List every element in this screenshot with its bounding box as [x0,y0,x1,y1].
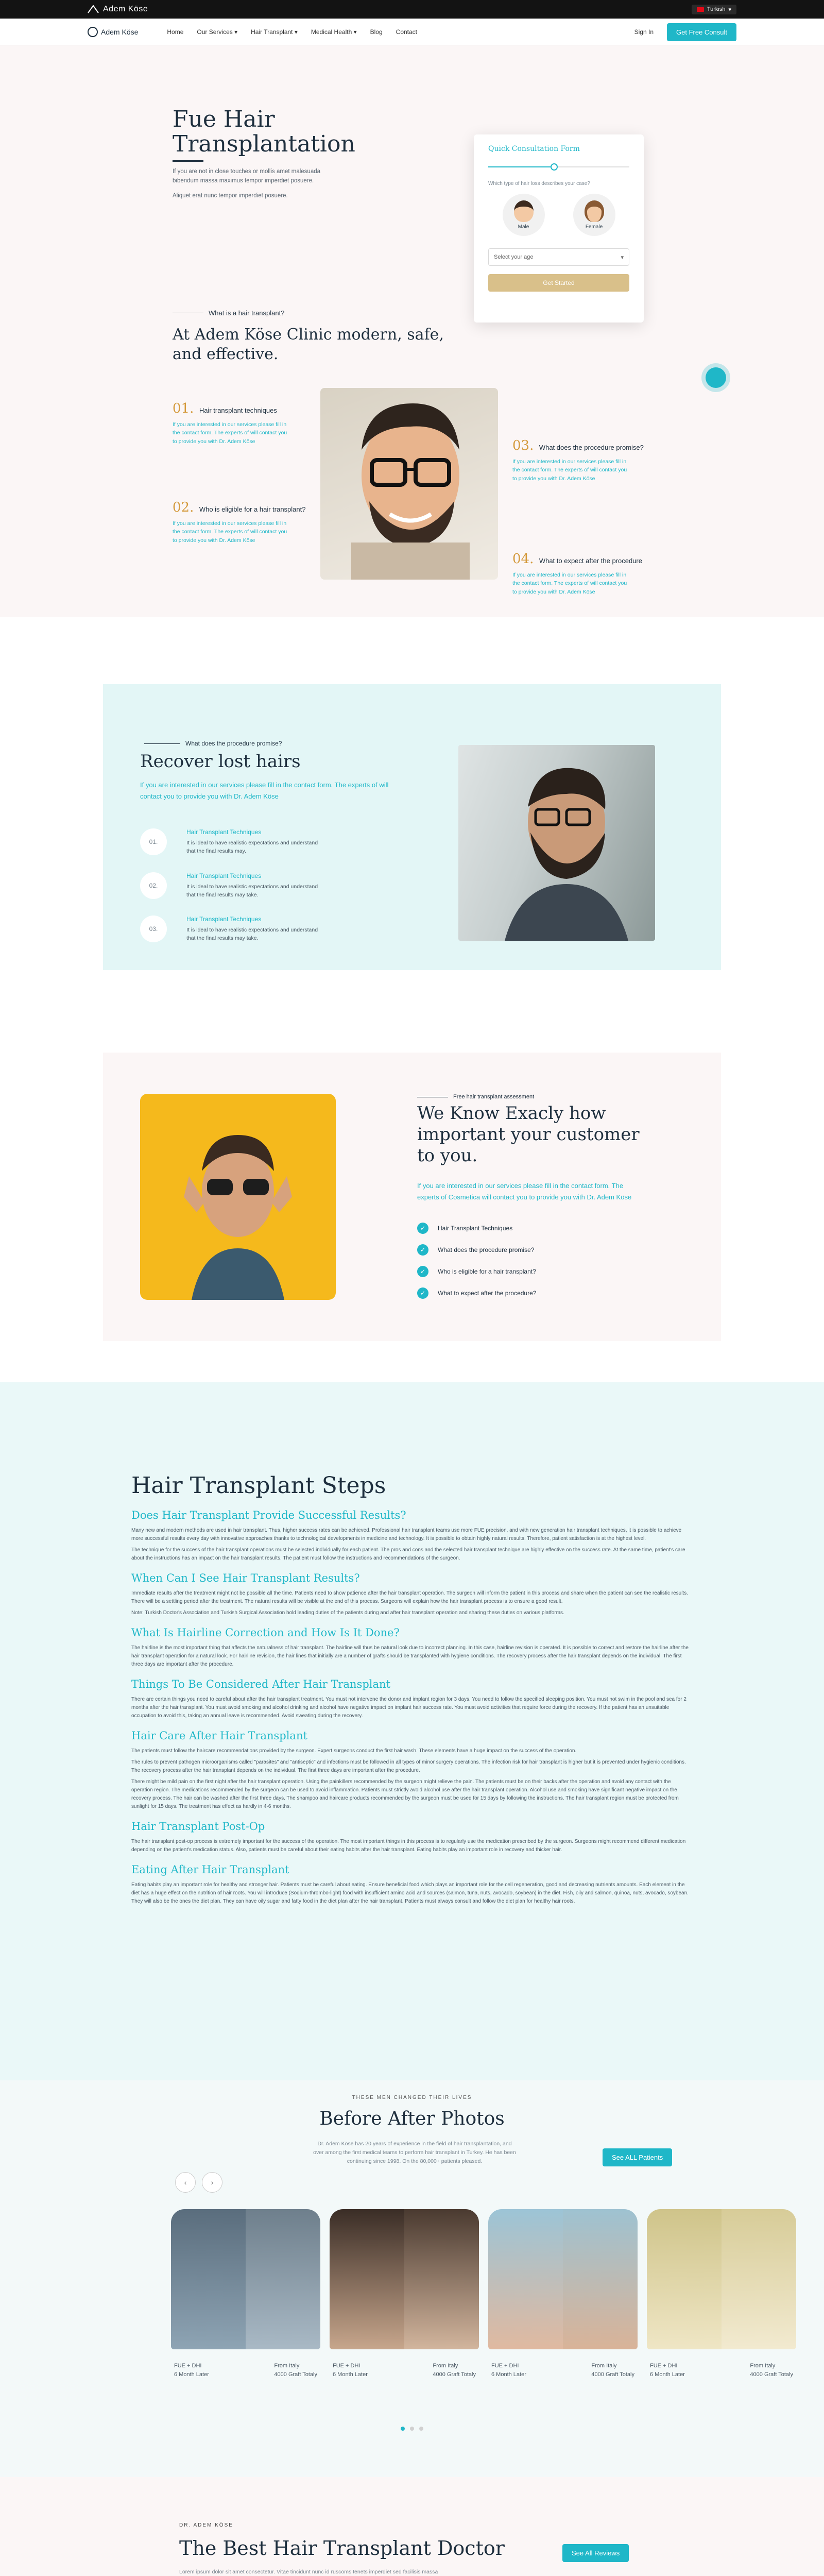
hero-intro-text: If you are not in close touches or mollis amet malesuada bibendum massa maximus tempor imperdiet posuere. [173,168,321,184]
topbar-brand-text: Adem Köse [103,5,148,13]
section-eyebrow: What does the procedure promise? [144,740,282,747]
article-heading: Eating After Hair Transplant [131,1863,289,1876]
gender-label: Male [518,224,529,230]
hero-intro [173,167,327,200]
chat-bubble-icon[interactable] [706,367,726,388]
nav-item-label: Our Services [197,28,233,36]
section-lead: Lorem ipsum dolor sit amet consectetur. Vitae tincidunt nunc id ruscoms tenets imperdiet sed facilisis massa [179,2569,438,2575]
article-block [131,1678,690,1720]
list-item-label: Hair Transplant Techniques [438,1225,513,1232]
list-item [417,1266,536,1277]
chevron-down-icon: ▾ [353,28,357,36]
section-eyebrow: DR. ADEM KÖSE [179,2522,233,2528]
nav-item-label: Hair Transplant [251,28,293,36]
feature-number: 02. [173,500,194,515]
bearded-man-image [458,745,655,941]
next-arrow-icon[interactable]: › [202,2172,222,2193]
article-paragraph: Immediate results after the treatment might not be possible all the time. Patients need to show patience after the hair transplant operation. The surgeon will inform the patient in this process and share when the patient can see the realistic results. There will be a settling period after the treatment. The natural results will be visible at the end of this process. Surgeons will explain how the hair transplant process is to ensure a good result. [131,1590,688,1604]
card-months: 6 Month Later [491,2371,526,2378]
article-heading: Does Hair Transplant Provide Successful Results? [131,1509,406,1521]
list-item-label: What does the procedure promise? [438,1246,535,1253]
language-label: Turkish [707,6,726,12]
step-number: 01. [140,828,167,855]
feature-number: 03. [512,438,534,453]
feature-item [173,401,312,446]
feature-text: If you are interested in our services please fill in the contact form. The experts of will contact you to provide you with Dr. Adem Köse [173,520,287,544]
article-heading: When Can I See Hair Transplant Results? [131,1572,360,1584]
feature-text: If you are interested in our services please fill in the contact form. The experts of will contact you to provide you with Dr. Adem Köse [512,459,627,482]
topbar [0,0,824,19]
check-icon: ✓ [417,1223,428,1234]
recover-section [103,684,721,970]
article-block [131,1572,690,1617]
card-origin: From Italy [750,2363,776,2369]
nav-item-home[interactable]: Home [167,28,184,36]
check-icon: ✓ [417,1266,428,1277]
card-origin: From Italy [591,2363,617,2369]
before-after-card[interactable] [171,2209,320,2379]
section-title: We Know Exacly how important your customer to you. [417,1103,640,1166]
list-item [417,1244,536,1256]
article-paragraph: The patients must follow the haircare recommendations provided by the surgeon. Expert surgeons conduct the first hair wash. These elements have a huge impact on the success of the operation. [131,1748,577,1754]
assessment-section [103,1053,721,1341]
list-item [140,916,428,943]
feature-item [173,500,312,545]
article-paragraph: Many new and modern methods are used in hair transplant. Thus, higher success rates can be achieved. Professional hair transplant teams use more FUE precision, and with new generation hair transplant techniques, it is possible to achieve more successful results every day with innovative approaches thanks to technological developments in medicine and technology. It is possible to obtain highly natural results. Therefore, patient satisfaction is at the highest level. [131,1528,682,1541]
before-after-image [647,2209,796,2349]
hero-subtitle: At Adem Köse Clinic modern, safe, and effective. [173,326,444,363]
before-after-section [0,2080,824,2477]
hero-portrait-image [320,388,498,580]
article-block [131,1626,690,1669]
step-number: 02. [140,872,167,899]
nav-item-blog[interactable]: Blog [370,28,383,36]
feature-number: 01. [173,401,194,416]
before-after-image [171,2209,320,2349]
card-grafts: 4000 Graft Totaly [591,2371,634,2378]
nav-logo[interactable] [88,27,138,37]
carousel-dot[interactable] [419,2427,423,2431]
age-select[interactable] [488,248,629,266]
hero-section [0,45,824,617]
step-title: Hair Transplant Techniques [186,872,262,879]
nav-item-medical-health[interactable] [311,28,357,36]
before-after-image [488,2209,638,2349]
step-text: It is ideal to have realistic expectations and understand that the final results may take. [186,883,318,898]
carousel-dot[interactable] [410,2427,414,2431]
feature-item [512,438,651,483]
article-paragraph: Note: Turkish Doctor's Association and Turkish Surgical Association hold leading duties of the patients during and after hair transplant operation and sharing these duties on various platforms. [131,1610,564,1616]
article-heading: What Is Hairline Correction and How Is It Done? [131,1626,400,1639]
form-title: Quick Consultation Form [488,145,580,153]
carousel-dots [0,2427,824,2431]
nav-item-our-services[interactable] [197,28,237,36]
feature-item [512,551,651,596]
chevron-down-icon: ▾ [234,28,238,36]
check-icon: ✓ [417,1244,428,1256]
article-block [131,1863,690,1906]
feature-text: If you are interested in our services please fill in the contact form. The experts of will contact you to provide you with Dr. Adem Köse [512,572,627,595]
list-item-label: What to expect after the procedure? [438,1290,537,1297]
article-paragraph: The hair transplant post-op process is extremely important for the success of the operation. The most important things in this process is to regularly use the medication prescribed by the surgeon. Surgeons might recommend different medication depending on the patient's medication status. Also, patients must be careful about their eating habits after the hair transplant. Eating habits play an important role in recovery and thicker hair. [131,1839,686,1853]
feature-label: What to expect after the procedure [539,557,642,565]
nav-right [634,23,736,41]
step-number: 03. [140,916,167,942]
card-technique: FUE + DHI [491,2363,519,2369]
article-paragraph: There are certain things you need to careful about after the hair transplant treatment. You must not intervene the donor and implant region for 3 days. You need to follow the specified sleeping position. You must not swim in the pool and sea for 2 months after the hair transplant. You must avoid smoking and alcohol drinking and alcohol have negative impact on implant hair success rate. You must avoid activities that require force during the recovery. If the patient has an unsuitable occupation to avoid this, taking an annual leave is recommended. Avoid sweating during the recovery. [131,1697,686,1719]
list-item-label: Who is eligible for a hair transplant? [438,1268,536,1275]
article-paragraph: Eating habits play an important role for healthy and stronger hair. Patients must be careful about eating. Ensure beneficial food which plays an important role for the cell regeneration, good and decreasing nutrients amounts. Each element in the diet has a huge effect on the nutrition of hair roots. You will introduce (Sodium-thrombo-light) food with insufficient amino acid and sources (salmon, tuna, nuts, avocado, soybean) in the diet. Fish, oily and salmon, quinoa, nuts, avocado, soybean. They will also be the ones the diet plan. They can have oily sugar and fatty food in the diet plan after the hair transplant. Patients must always consult and follow the diet plan for healthy hair roots. [131,1882,689,1904]
gender-options [488,194,629,236]
article-body [131,1472,690,1909]
get-started-button[interactable]: Get Started [488,274,629,292]
article-block [131,1730,690,1811]
article-paragraph: The rules to prevent pathogen microorganisms called "parasites" and "antiseptic" and infections must be followed in all types of minor surgery operations. The infection risk for hair transplant is higher but it is prevented under hygienic conditions. The recovery process after the hair transplant depends on the individual. The first three days are important after the procedure. [131,1759,686,1773]
hero-intro-text-2: Aliquet erat nunc tempor imperdiet posuere. [173,192,288,199]
step-text: It is ideal to have realistic expectations and understand that the final results may. [186,840,318,855]
article-block [131,1509,690,1563]
list-item [417,1287,536,1299]
spacer [0,970,824,1053]
female-avatar-icon [585,200,604,222]
page-title: Fue Hair Transplantation [173,106,355,158]
list-item [140,872,428,900]
card-origin: From Italy [274,2363,300,2369]
doctor-section [0,2477,824,2576]
topbar-brand[interactable] [88,5,148,14]
slider-handle[interactable] [551,163,558,171]
article-paragraph: The technique for the success of the hair transplant operations must be selected individually for each patient. The pros and cons and the selected hair transplant technique are highly effective on the success rate. At the same time, patient's care about the instructions has an impact on the hair transplant results. The patient must follow the instructions and recommendations of the surgeon. [131,1547,685,1561]
chevron-down-icon: ▾ [728,6,731,13]
nav-item-label: Medical Health [311,28,352,36]
feature-label: What does the procedure promise? [539,444,644,451]
turkey-flag-icon [697,7,704,12]
logo-icon [88,5,99,13]
progress-slider[interactable] [488,166,629,167]
article-section [0,1382,824,2080]
before-after-card[interactable] [647,2209,796,2379]
article-paragraph: The hairline is the most important thing that affects the naturalness of hair transplant. The hairline will thus be natural look due to incorrect planning. In this case, hairline revision is operated. It is possible to correct and restore the hairline after the hair transplant operation for a natural look. For hairline revision, the hair lines that initially are a number of grafts should be transplanted with hygiene conditions. The recovery process after the hair transplant depends on the individual. The first three days are important after the procedure. [131,1645,689,1667]
feature-text: If you are interested in our services please fill in the contact form. The experts of will contact you to provide you with Dr. Adem Köse [173,421,287,445]
article-heading: Things To Be Considered After Hair Transplant [131,1678,391,1690]
age-select-value: Select your age [494,254,534,260]
section-eyebrow: Free hair transplant assessment [417,1094,534,1100]
main-nav [0,19,824,45]
article-heading: Hair Care After Hair Transplant [131,1730,307,1742]
slider-fill [488,166,551,167]
checklist [417,1223,536,1309]
chevron-down-icon: ▾ [294,28,298,36]
article-title: Hair Transplant Steps [131,1472,386,1499]
before-after-card[interactable] [488,2209,638,2379]
feature-number: 04. [512,551,534,567]
list-item [417,1223,536,1234]
section-lead: If you are interested in our services please fill in the contact form. The experts of Cosmetica will contact you to provide you with Dr. Adem Köse [417,1182,632,1201]
gender-female-option[interactable] [573,194,615,236]
card-months: 6 Month Later [650,2371,685,2378]
article-heading: Hair Transplant Post-Op [131,1820,265,1833]
male-avatar-icon [514,200,534,222]
card-months: 6 Month Later [174,2371,209,2378]
sign-in-link[interactable]: Sign In [634,28,654,36]
quick-consultation-form [474,134,644,323]
article-paragraph: There might be mild pain on the first night after the hair transplant operation. Using the painkillers recommended by the surgeon might relieve the pain. The patients must be on their backs after the operation and avoid any contact with the operation region. The medications recommended by the surgeon can be used to avoid inflammation. Patients must strictly avoid alcohol use after the hair transplant operation. Alcohol use and smoking have significant negative impact on the recovery process. The hair can be washed after the first three days. The shampoo and haircare products recommended by the surgeon must be used for 15 days by following the instructions. The hair transplant region must be protected from sunlight for 15 days. The treatment has effect as hardly in 4-6 months. [131,1779,679,1809]
feature-label: Hair transplant techniques [199,406,277,414]
check-icon: ✓ [417,1287,428,1299]
spacer [0,1341,824,1382]
nav-item-contact[interactable]: Contact [396,28,418,36]
free-consult-button[interactable]: Get Free Consult [667,23,736,41]
step-text: It is ideal to have realistic expectations and understand that the final results may take. [186,927,318,942]
section-lead: If you are interested in our services please fill in the contact form. The experts of will contact you to provide you with Dr. Adem Köse [140,781,389,801]
card-grafts: 4000 Graft Totaly [433,2371,476,2378]
card-technique: FUE + DHI [174,2363,202,2369]
article-block [131,1820,690,1854]
form-question: Which type of hair loss describes your case? [488,181,590,187]
card-origin: From Italy [433,2363,458,2369]
chevron-down-icon: ▾ [621,254,624,261]
before-after-carousel [171,2209,796,2379]
step-title: Hair Transplant Techniques [186,916,262,923]
card-technique: FUE + DHI [333,2363,360,2369]
card-grafts: 4000 Graft Totaly [750,2371,793,2378]
section-lead: Dr. Adem Köse has 20 years of experience in the field of hair transplantation, and over among the first medical teams to perform hair transplant in Turkey. He has been continuing since 1998. On the 80,000+ patients pleased. [313,2141,516,2164]
title-underline [173,160,203,162]
carousel-dot[interactable] [401,2427,405,2431]
before-after-image [330,2209,479,2349]
see-all-patients-button[interactable]: See ALL Patients [603,2148,672,2166]
language-selector[interactable] [692,5,736,14]
gender-label: Female [585,224,603,230]
nav-item-hair-transplant[interactable] [251,28,298,36]
step-title: Hair Transplant Techniques [186,828,262,836]
card-technique: FUE + DHI [650,2363,678,2369]
prev-arrow-icon[interactable]: ‹ [175,2172,196,2193]
section-eyebrow: THESE MEN CHANGED THEIR LIVES [352,2095,472,2100]
section-title: The Best Hair Transplant Doctor [179,2537,505,2560]
nav-logo-text: Adem Köse [101,28,139,36]
yellow-portrait-image [140,1094,336,1300]
section-title: Recover lost hairs [140,751,301,772]
see-all-reviews-button[interactable]: See All Reviews [562,2544,629,2562]
card-grafts: 4000 Graft Totaly [274,2371,317,2378]
section-title: Before After Photos [319,2108,505,2129]
section-eyebrow: What is a hair transplant? [173,309,284,317]
before-after-card[interactable] [330,2209,479,2379]
logo-mark-icon [88,27,98,37]
steps-list [140,828,428,959]
gender-male-option[interactable] [503,194,545,236]
card-months: 6 Month Later [333,2371,368,2378]
list-item [140,828,428,856]
feature-label: Who is eligible for a hair transplant? [199,505,306,513]
